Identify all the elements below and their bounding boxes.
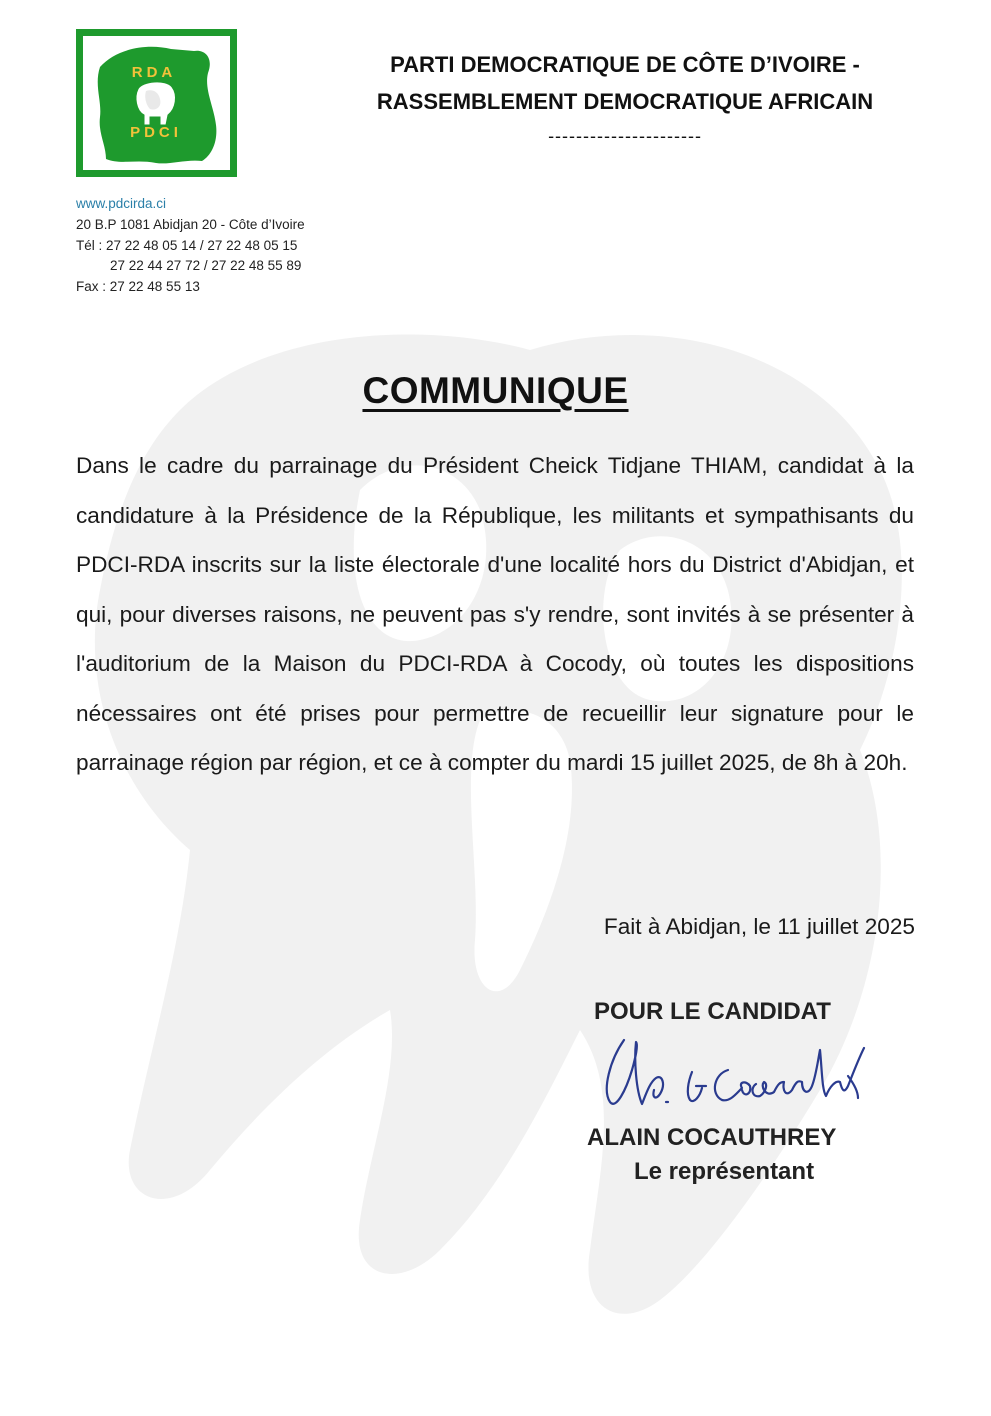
- party-name-line1: PARTI DEMOCRATIQUE DE CÔTE D’IVOIRE -: [390, 52, 860, 77]
- logo-pdci-text: PDCI: [130, 124, 182, 141]
- handwritten-signature: [596, 1020, 886, 1120]
- party-name-line2: RASSEMBLEMENT DEMOCRATIQUE AFRICAIN: [376, 89, 874, 114]
- for-candidate-label: POUR LE CANDIDAT: [594, 998, 831, 1025]
- contact-block: [76, 194, 305, 298]
- pdci-rda-logo: [76, 29, 237, 177]
- logo-rda-text: RDA: [131, 64, 177, 81]
- communique-body: Dans le cadre du parrainage du Président Cheick Tidjane THIAM, candidat à la candidature à la Présidence de la République, les militants et sympathisants du PDCI-RDA inscrits sur la liste électorale d'une localité hors du District d'Abidjan, et qui, pour diverses raisons, ne peuvent pas s'y rendre, sont invités à se présenter à l'auditorium de la Maison du PDCI-RDA à Cocody, où toutes les dispositions nécessaires ont été prises pour permettre de recueillir leur signature pour le parrainage région par région, et ce à compter du mardi 15 juillet 2025, de 8h à 20h.: [76, 453, 914, 775]
- signer-role: Le représentant: [634, 1158, 815, 1185]
- fax-number: Fax : 27 22 48 55 13: [76, 279, 200, 295]
- signer-name: ALAIN COCAUTHREY: [587, 1124, 837, 1151]
- telephone-line-2: 27 22 44 27 72 / 27 22 48 55 89: [110, 258, 302, 274]
- website-link[interactable]: www.pdcirda.ci: [76, 196, 167, 211]
- telephone-line-1: Tél : 27 22 48 05 14 / 27 22 48 05 15: [76, 237, 298, 253]
- place-and-date: Fait à Abidjan, le 11 juillet 2025: [603, 914, 915, 939]
- party-header: [330, 46, 920, 152]
- communique-title: COMMUNIQUE: [362, 370, 629, 411]
- header-divider: ----------------------: [548, 126, 702, 146]
- postal-address: 20 B.P 1081 Abidjan 20 - Côte d’Ivoire: [76, 216, 305, 232]
